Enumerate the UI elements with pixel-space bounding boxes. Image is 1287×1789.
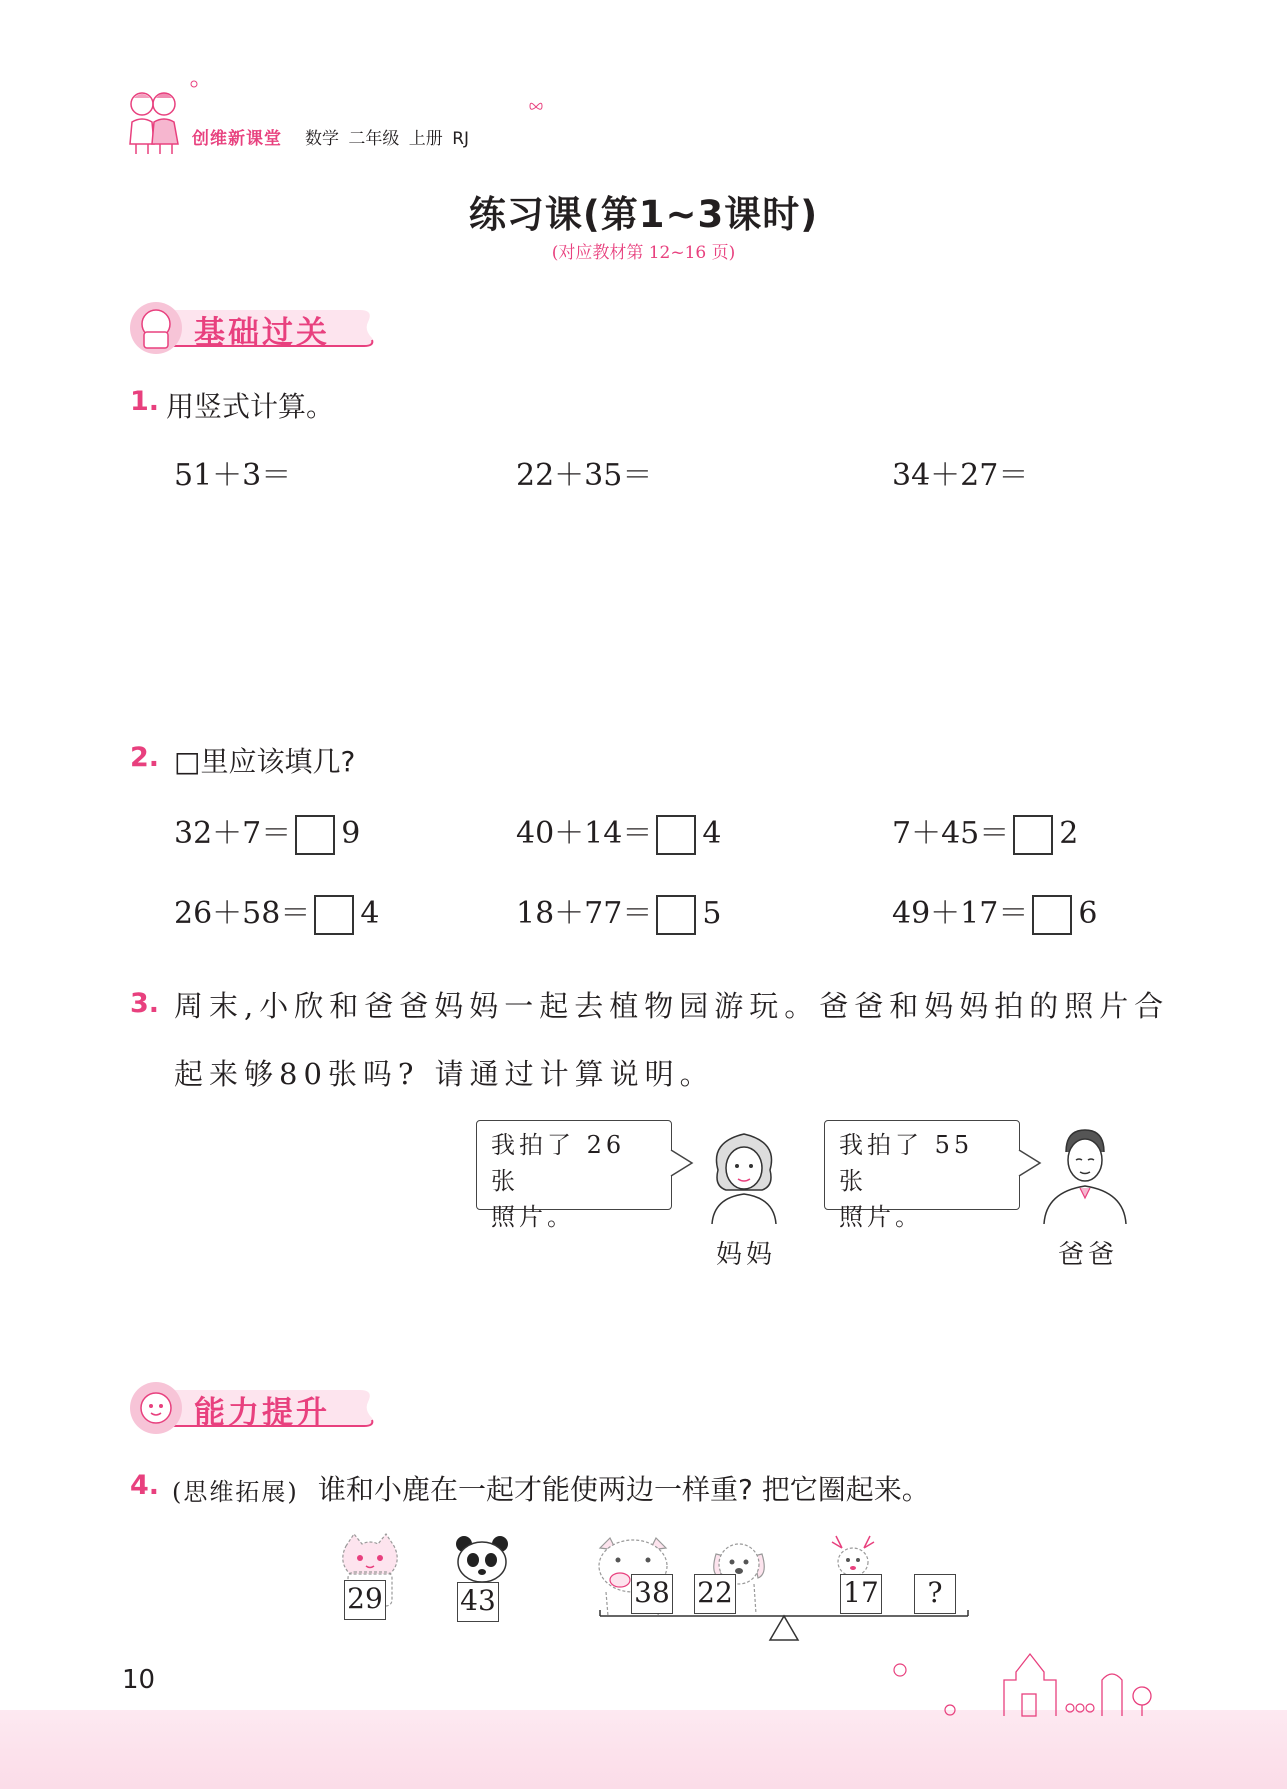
q3-text-line-2: 起来够80张吗? 请通过计算说明。 — [174, 1057, 715, 1091]
dad-bubble-line-1: 我拍了 55 张 — [839, 1131, 974, 1195]
q2-item-expr: 40＋14＝ — [516, 816, 653, 851]
mom-label: 妈妈 — [716, 1240, 777, 1270]
castle-decoration-icon — [884, 1650, 1164, 1718]
footer-band — [0, 1710, 1287, 1789]
q2-item-5 — [516, 888, 721, 935]
mom-bubble-line-1: 我拍了 26 张 — [491, 1131, 626, 1195]
q2-item-tail: 4 — [360, 896, 380, 931]
q2-item-tail: 2 — [1059, 816, 1079, 851]
unknown-number-box: ? — [914, 1574, 956, 1614]
bubble-tail-icon — [670, 1148, 694, 1178]
q4-tag: (思维拓展) — [172, 1478, 299, 1506]
q2-item-expr: 7＋45＝ — [892, 816, 1010, 851]
dog-number-box: 22 — [694, 1574, 736, 1614]
q2-number: 2. — [130, 742, 160, 773]
page-number: 10 — [122, 1665, 156, 1695]
q2-item-expr: 18＋77＝ — [516, 896, 653, 931]
panda-number-box: 43 — [457, 1582, 499, 1622]
pig-number-box: 38 — [631, 1574, 673, 1614]
kids-logo-icon — [124, 88, 182, 156]
butterfly-icon — [528, 100, 544, 114]
dad-speech-bubble — [824, 1120, 1020, 1231]
q3-number: 3. — [130, 988, 160, 1019]
q2-item-6 — [892, 888, 1097, 935]
section-title-ability: 能力提升 — [194, 1395, 330, 1431]
answer-box[interactable] — [1013, 815, 1053, 855]
subject-info: 数学 二年级 上册 RJ — [305, 129, 470, 149]
brand-name: 创维新课堂 — [192, 129, 282, 149]
mom-figure-icon — [704, 1124, 784, 1224]
q2-item-expr: 49＋17＝ — [892, 896, 1029, 931]
q2-item-4 — [174, 888, 379, 935]
answer-box[interactable] — [656, 895, 696, 935]
q2-item-3 — [892, 808, 1078, 855]
mom-bubble-line-2: 照片。 — [491, 1203, 575, 1231]
cat-number-box: 29 — [344, 1580, 386, 1620]
panda-icon — [452, 1534, 512, 1584]
dad-figure-icon — [1040, 1122, 1130, 1224]
q1-expr-1: 51＋3＝ — [174, 458, 292, 493]
q2-item-tail: 4 — [702, 816, 722, 851]
q2-item-expr: 32＋7＝ — [174, 816, 292, 851]
q2-text: □里应该填几? — [174, 745, 356, 778]
mom-speech-bubble — [476, 1120, 672, 1231]
section-title-basic: 基础过关 — [194, 315, 330, 351]
dad-label: 爸爸 — [1058, 1240, 1119, 1270]
q2-item-tail: 5 — [702, 896, 722, 931]
q4-number: 4. — [130, 1470, 160, 1501]
flower-icon — [188, 78, 200, 90]
dad-bubble-line-2: 照片。 — [839, 1203, 923, 1231]
q1-expr-2: 22＋35＝ — [516, 458, 653, 493]
q2-item-expr: 26＋58＝ — [174, 896, 311, 931]
answer-box[interactable] — [314, 895, 354, 935]
section-banner-basic — [128, 300, 378, 356]
q4-text: 谁和小鹿在一起才能使两边一样重? 把它圈起来。 — [318, 1473, 930, 1506]
q1-number: 1. — [130, 386, 160, 417]
answer-box[interactable] — [1032, 895, 1072, 935]
q2-item-tail: 6 — [1078, 896, 1098, 931]
q2-item-1 — [174, 808, 360, 855]
q3-text-line-1: 周末,小欣和爸爸妈妈一起去植物园游玩。爸爸和妈妈拍的照片合 — [174, 989, 1170, 1023]
bubble-tail-icon — [1018, 1148, 1042, 1178]
q1-text: 用竖式计算。 — [166, 390, 335, 423]
q2-item-tail: 9 — [341, 816, 361, 851]
q2-item-2 — [516, 808, 721, 855]
answer-box[interactable] — [656, 815, 696, 855]
page-subtitle: (对应教材第 12~16 页) — [551, 243, 736, 263]
q1-expr-3: 34＋27＝ — [892, 458, 1029, 493]
deer-number-box: 17 — [840, 1574, 882, 1614]
answer-box[interactable] — [295, 815, 335, 855]
page-title: 练习课(第1~3课时) — [468, 193, 819, 236]
section-banner-ability — [128, 1380, 378, 1436]
